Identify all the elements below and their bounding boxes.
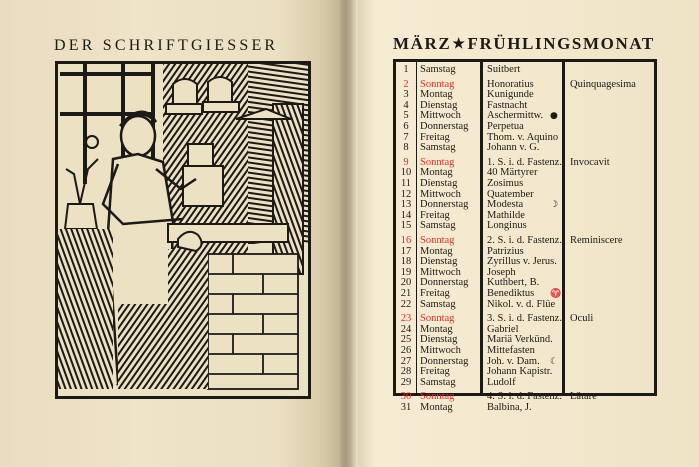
saint-name: Nikol. v. d. Flüe (487, 298, 556, 310)
calendar-row (396, 158, 654, 168)
saint-name: Quatember (487, 188, 534, 200)
weekday-name: Sonntag (420, 235, 455, 246)
weekday-name: Montag (420, 245, 453, 257)
saint-name: Mathilde (487, 209, 525, 221)
calendar-row (396, 268, 654, 278)
calendar-row (396, 101, 654, 111)
day-number: 27 (400, 355, 412, 367)
day-number: 15 (400, 220, 412, 232)
day-number: 6 (403, 121, 409, 132)
weekday-name: Donnerstag (420, 277, 469, 289)
weekday-name: Montag (420, 402, 453, 413)
day-number: 17 (400, 245, 412, 257)
moon-phase-icon: ☽ (550, 200, 559, 211)
saint-name: Benediktus (487, 288, 535, 299)
day-number: 13 (400, 199, 412, 211)
weekday-name: Samstag (420, 142, 456, 154)
saint-name: 2. S. i. d. Fastenz. (487, 235, 562, 246)
weekday-name: Samstag (420, 298, 456, 310)
moon-phase-icon: ● (550, 111, 558, 122)
calendar-table (393, 59, 657, 413)
calendar-row (396, 367, 654, 377)
sunday-name: Reminiscere (570, 235, 623, 246)
moon-phase-icon: ♈ (550, 289, 562, 299)
type-founder-woodcut-icon (58, 64, 308, 396)
calendar-row (396, 133, 654, 143)
day-number: 9 (403, 156, 409, 168)
sunday-name: Invocavit (570, 156, 610, 168)
sunday-name: Quinquagesima (570, 78, 636, 90)
calendar-row (396, 221, 654, 231)
calendar-month-title (393, 34, 657, 54)
saint-name: Ludolf (487, 376, 516, 388)
day-number: 22 (400, 298, 412, 310)
weekday-name: Sonntag (420, 156, 455, 168)
saint-name: Gabriel (487, 323, 519, 335)
calendar-row (396, 357, 654, 367)
month-subtitle: FRÜHLINGSMONAT (467, 34, 655, 53)
saint-name: 40 Märtyrer (487, 167, 538, 179)
saint-name: Joseph (487, 266, 516, 278)
saint-name: Patrizius (487, 245, 524, 257)
weekday-name: Sonntag (420, 78, 455, 90)
day-number: 25 (400, 334, 412, 346)
calendar-row (396, 278, 654, 288)
calendar-row (396, 325, 654, 335)
weekday-name: Donnerstag (420, 355, 469, 367)
weekday-name: Montag (420, 323, 453, 335)
calendar-row (396, 200, 654, 210)
weekday-name: Montag (420, 167, 453, 179)
saint-name: Perpetua (487, 121, 524, 132)
saint-name: 1. S. i. d. Fastenz. (487, 156, 562, 168)
weekday-name: Samstag (420, 64, 456, 75)
month-name: MÄRZ (393, 34, 452, 53)
weekday-name: Freitag (420, 209, 450, 221)
weekday-name: Dienstag (420, 178, 458, 189)
day-number: 18 (400, 256, 412, 268)
weekday-name: Sonntag (420, 313, 455, 325)
day-number: 26 (400, 345, 412, 356)
star-icon: ★ (452, 37, 467, 52)
weekday-name: Dienstag (420, 334, 458, 346)
calendar-row (396, 190, 654, 200)
weekday-name: Mittwoch (420, 188, 461, 200)
moon-phase-icon: ☾ (550, 356, 559, 367)
calendar-row (396, 335, 654, 345)
saint-name: Thom. v. Aquino (487, 131, 559, 143)
weekday-name: Donnerstag (420, 199, 469, 211)
calendar-row (396, 403, 654, 413)
calendar-row (396, 314, 654, 324)
day-number: 31 (400, 402, 412, 413)
calendar-row (396, 289, 654, 299)
day-number: 2 (403, 78, 409, 90)
day-number: 1 (403, 64, 409, 75)
day-number: 30 (400, 391, 412, 403)
weekday-name: Samstag (420, 376, 456, 388)
day-number: 12 (400, 188, 412, 200)
saint-name: Kuthbert, B. (487, 277, 540, 289)
weekday-name: Mittwoch (420, 110, 461, 122)
weekday-name: Freitag (420, 288, 450, 299)
calendar-row (396, 179, 654, 189)
saint-name: Balbina, J. (487, 402, 532, 413)
day-number: 28 (400, 366, 412, 378)
calendar-row (396, 90, 654, 100)
weekday-name: Freitag (420, 131, 450, 143)
calendar-row (396, 211, 654, 221)
calendar-row (396, 80, 654, 90)
weekday-name: Mittwoch (420, 266, 461, 278)
sunday-name: Lätare (570, 391, 597, 403)
weekday-name: Mittwoch (420, 345, 461, 356)
day-number: 16 (400, 235, 412, 246)
saint-name: Aschermittw. (487, 110, 544, 122)
day-number: 11 (400, 178, 412, 189)
calendar-row (396, 392, 654, 402)
calendar-row (396, 378, 654, 388)
day-number: 8 (403, 142, 409, 154)
saint-name: Fastnacht (487, 99, 528, 111)
day-number: 3 (403, 89, 409, 101)
calendar-row (396, 65, 654, 75)
day-number: 5 (403, 110, 409, 122)
day-number: 7 (403, 131, 409, 143)
day-number: 21 (400, 288, 412, 299)
saint-name: Zosimus (487, 178, 524, 189)
calendar-row (396, 236, 654, 246)
saint-name: Kunigunde (487, 89, 534, 101)
saint-name: Suitbert (487, 64, 521, 75)
day-number: 10 (400, 167, 412, 179)
saint-name: Johann v. G. (487, 142, 540, 154)
saint-name: Joh. v. Dam. (487, 355, 540, 367)
weekday-name: Donnerstag (420, 121, 469, 132)
day-number: 14 (400, 209, 412, 221)
saint-name: 3. S. i. d. Fastenz. (487, 313, 562, 325)
saint-name: Mittefasten (487, 345, 535, 356)
weekday-name: Samstag (420, 220, 456, 232)
calendar-row (396, 247, 654, 257)
weekday-name: Freitag (420, 366, 450, 378)
calendar-row (396, 111, 654, 121)
saint-name: Johann Kapistr. (487, 366, 553, 378)
saint-name: Modesta (487, 199, 524, 211)
day-number: 4 (403, 99, 409, 111)
weekday-name: Montag (420, 89, 453, 101)
calendar-row (396, 122, 654, 132)
day-number: 24 (400, 323, 412, 335)
saint-name: Zyrillus v. Jerus. (487, 256, 557, 268)
sunday-name: Oculi (570, 313, 594, 325)
day-number: 19 (400, 266, 412, 278)
saint-name: Mariä Verkünd. (487, 334, 553, 346)
saint-name: 4. S. i. d. Fastenz. (487, 391, 562, 403)
day-number: 20 (400, 277, 412, 289)
day-number: 29 (400, 376, 412, 388)
woodcut-illustration (55, 61, 311, 399)
book-gutter (340, 0, 358, 467)
calendar-row (396, 300, 654, 310)
calendar-row (396, 143, 654, 153)
saint-name: Longinus (487, 220, 527, 232)
saint-name: Honoratius (487, 78, 534, 90)
weekday-name: Dienstag (420, 99, 458, 111)
calendar-row (396, 257, 654, 267)
calendar-row (396, 346, 654, 356)
day-number: 23 (400, 313, 412, 325)
weekday-name: Sonntag (420, 391, 455, 403)
calendar-row (396, 168, 654, 178)
left-page-title: DER SCHRIFTGIESSER (54, 37, 279, 54)
weekday-name: Dienstag (420, 256, 458, 268)
